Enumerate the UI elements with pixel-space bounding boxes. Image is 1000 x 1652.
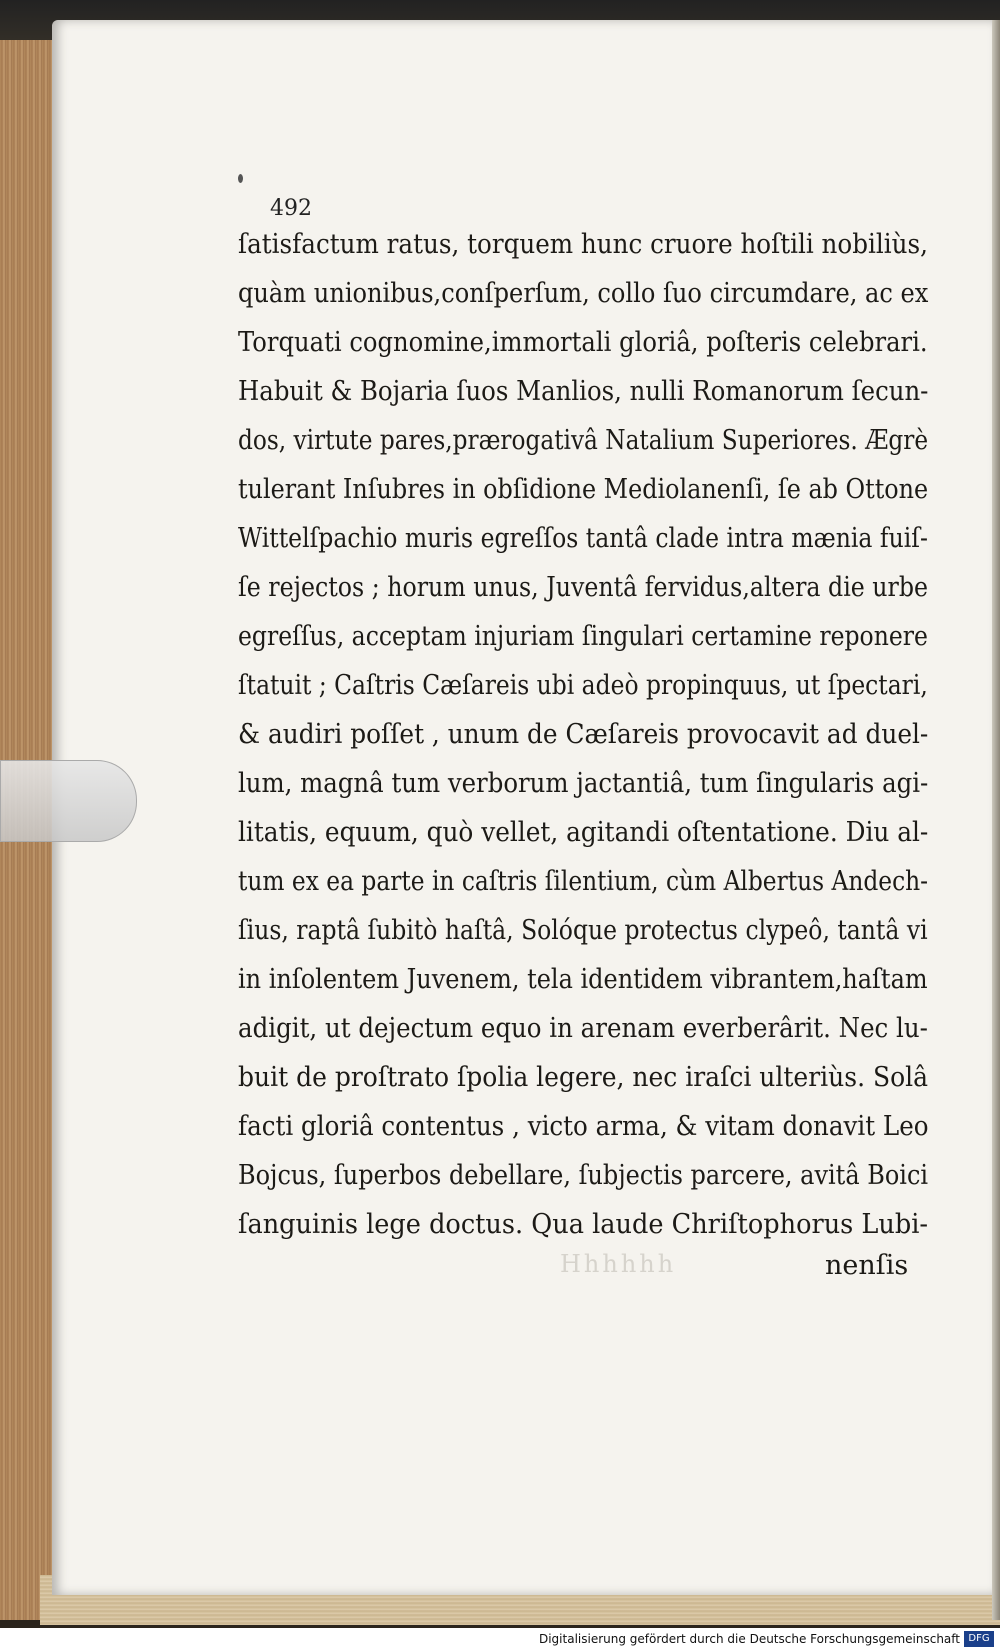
- catchword: nenſis: [825, 1250, 909, 1281]
- text-line: in inſolentem Juvenem, tela identidem vibrantem,haſtam: [238, 963, 928, 995]
- text-line: quàm unionibus,conſperſum, collo ſuo circumdare, ac ex: [238, 277, 929, 309]
- text-line: ſatisfactum ratus, torquem hunc cruore hoſtili nobiliùs,: [238, 228, 928, 260]
- page-text: [238, 220, 928, 1249]
- book-right-edge: [992, 20, 1000, 1620]
- text-line: tulerant Inſubres in obſidione Mediolanenſi, ſe ab Ottone: [238, 473, 929, 505]
- text-line: litatis, equum, quò vellet, agitandi oſtentatione. Diu al-: [238, 816, 929, 848]
- text-line: & audiri poſſet , unum de Cæſareis provocavit ad duel-: [238, 718, 929, 750]
- bookmark-tab: [0, 760, 137, 842]
- text-line: dos, virtute pares,prærogativâ Natalium Superiores. Ægrè: [238, 424, 929, 456]
- text-line: ſtatuit ; Caſtris Cæſareis ubi adeò propinquus, ut ſpectari,: [238, 669, 928, 701]
- text-line: Torquati cognomine,immortali gloriâ, poſteris celebrari.: [238, 326, 928, 358]
- text-line: adigit, ut dejectum equo in arenam everberârit. Nec lu-: [238, 1012, 928, 1044]
- page-number: 492: [270, 196, 312, 221]
- text-line: Bojcus, ſuperbos debellare, ſubjectis parcere, avitâ Boici: [238, 1159, 929, 1191]
- text-line: buit de proſtrato ſpolia legere, nec iraſci ulteriùs. Solâ: [238, 1061, 929, 1093]
- text-line: lum, magnâ tum verborum jactantiâ, tum ſingularis agi-: [238, 767, 929, 799]
- show-through-signature: Hhhhhh: [560, 1250, 677, 1278]
- text-line: tum ex ea parte in caſtris ſilentium, cùm Albertus Andech-: [238, 865, 929, 897]
- text-line: ſanguinis lege doctus. Qua laude Chriſtophorus Lubi-: [238, 1208, 929, 1240]
- text-line: Habuit & Bojaria ſuos Manlios, nulli Romanorum ſecun-: [238, 375, 929, 407]
- ink-mark: [238, 174, 243, 183]
- footer-credit: Digitalisierung gefördert durch die Deutsche Forschungsgemeinschaft: [538, 1632, 960, 1646]
- text-line: facti gloriâ contentus , victo arma, & vitam donavit Leo: [238, 1110, 929, 1142]
- text-line: Wittelſpachio muris egreſſos tantâ clade intra mænia fuiſ-: [238, 522, 928, 554]
- dfg-logo: DFG: [964, 1631, 994, 1647]
- text-line: ſius, raptâ ſubitò haſtâ, Solóque protectus clypeô, tantâ vi: [238, 914, 928, 946]
- text-line: egreſſus, acceptam injuriam ſingulari certamine reponere: [238, 620, 928, 652]
- text-line: ſe rejectos ; horum unus, Juventâ fervidus,altera die urbe: [238, 571, 929, 603]
